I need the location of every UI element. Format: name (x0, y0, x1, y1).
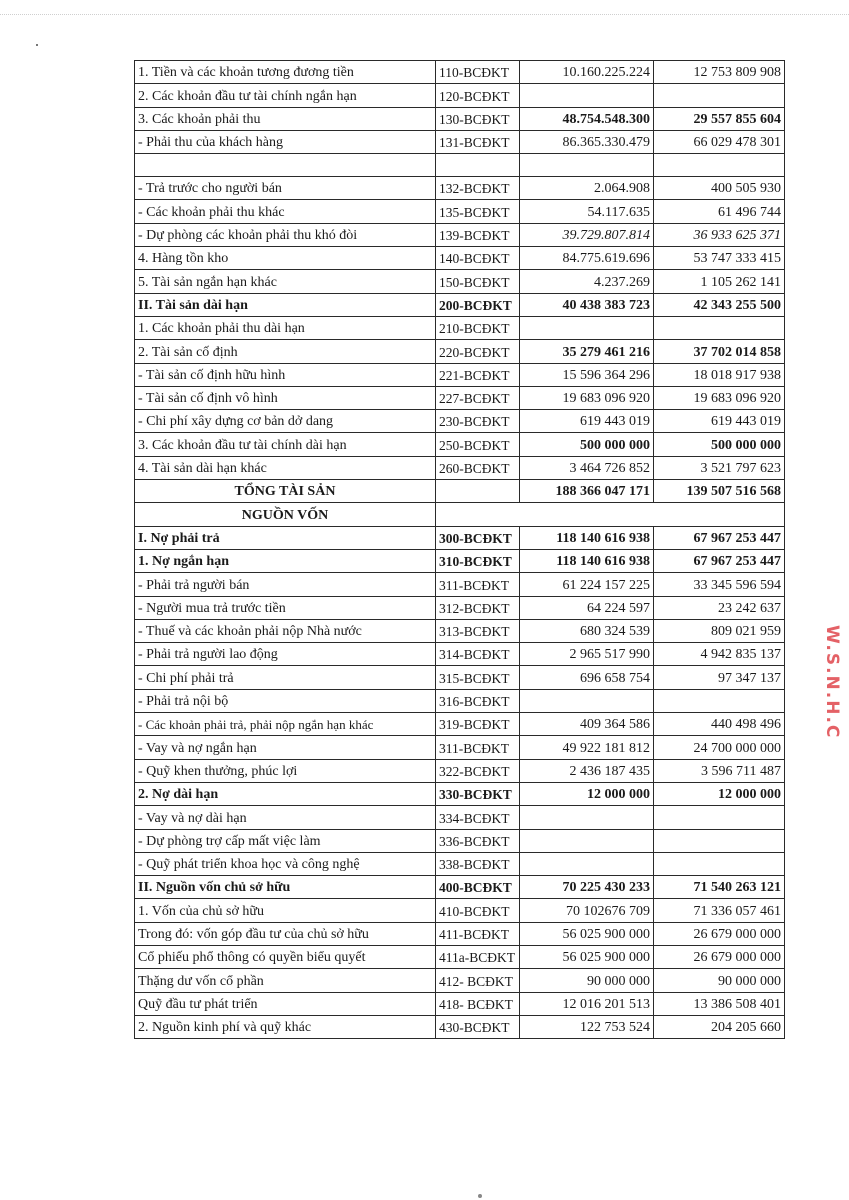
value-previous: 26 679 000 000 (654, 922, 785, 945)
table-row (135, 969, 785, 992)
value-current: 3 464 726 852 (520, 456, 654, 479)
value-previous: 23 242 637 (654, 596, 785, 619)
table-row (135, 386, 785, 409)
table-row (135, 876, 785, 899)
value-previous (654, 689, 785, 712)
value-previous: 61 496 744 (654, 200, 785, 223)
row-code: 412- BCĐKT (436, 969, 520, 992)
table-row (135, 270, 785, 293)
value-current (520, 689, 654, 712)
row-code: 140-BCĐKT (436, 247, 520, 270)
table-row (135, 829, 785, 852)
row-label: NGUỒN VỐN (135, 503, 436, 526)
row-label: - Tài sản cố định vô hình (135, 386, 436, 409)
value-current: 70 102676 709 (520, 899, 654, 922)
value-current: 86.365.330.479 (520, 130, 654, 153)
row-label: 1. Các khoản phải thu dài hạn (135, 316, 436, 339)
table-row (135, 130, 785, 153)
table-row (135, 503, 785, 526)
row-code: 135-BCĐKT (436, 200, 520, 223)
table-row (135, 736, 785, 759)
value-previous: 36 933 625 371 (654, 223, 785, 246)
value-previous: 37 702 014 858 (654, 340, 785, 363)
value-previous: 139 507 516 568 (654, 480, 785, 503)
row-label: - Chi phí xây dựng cơ bản dở dang (135, 410, 436, 433)
value-current (520, 852, 654, 875)
row-code: 316-BCĐKT (436, 689, 520, 712)
row-code: 132-BCĐKT (436, 177, 520, 200)
value-current: 2.064.908 (520, 177, 654, 200)
row-code: 310-BCĐKT (436, 549, 520, 572)
value-current: 64 224 597 (520, 596, 654, 619)
value-previous: 619 443 019 (654, 410, 785, 433)
row-label: - Quỹ phát triển khoa học và công nghệ (135, 852, 436, 875)
value-previous: 3 596 711 487 (654, 759, 785, 782)
value-previous: 12 000 000 (654, 782, 785, 805)
row-code: 227-BCĐKT (436, 386, 520, 409)
row-code: 410-BCĐKT (436, 899, 520, 922)
row-code: 336-BCĐKT (436, 829, 520, 852)
row-label: - Phải thu của khách hàng (135, 130, 436, 153)
row-label: 2. Nguồn kinh phí và quỹ khác (135, 1015, 436, 1038)
value-previous: 26 679 000 000 (654, 945, 785, 968)
value-current: 49 922 181 812 (520, 736, 654, 759)
row-code: 311-BCĐKT (436, 573, 520, 596)
row-label: 2. Các khoản đầu tư tài chính ngắn hạn (135, 84, 436, 107)
value-previous: 67 967 253 447 (654, 549, 785, 572)
value-current (520, 84, 654, 107)
row-code: 411a-BCĐKT (436, 945, 520, 968)
row-code: 400-BCĐKT (436, 876, 520, 899)
row-label: - Trả trước cho người bán (135, 177, 436, 200)
scan-speck (478, 1194, 482, 1198)
value-current: 2 965 517 990 (520, 643, 654, 666)
table-row (135, 759, 785, 782)
row-label: - Vay và nợ dài hạn (135, 806, 436, 829)
row-code: 260-BCĐKT (436, 456, 520, 479)
row-label: - Quỹ khen thưởng, phúc lợi (135, 759, 436, 782)
table-row (135, 899, 785, 922)
value-previous: 12 753 809 908 (654, 61, 785, 84)
row-label: 5. Tài sản ngắn hạn khác (135, 270, 436, 293)
row-code: 300-BCĐKT (436, 526, 520, 549)
row-label: - Phải trả người lao động (135, 643, 436, 666)
value-previous: 33 345 596 594 (654, 573, 785, 596)
table-row (135, 61, 785, 84)
row-code: 200-BCĐKT (436, 293, 520, 316)
row-code: 315-BCĐKT (436, 666, 520, 689)
row-label: - Các khoản phải thu khác (135, 200, 436, 223)
value-current: 4.237.269 (520, 270, 654, 293)
table-row (135, 363, 785, 386)
row-label: Trong đó: vốn góp đầu tư của chủ sở hữu (135, 922, 436, 945)
value-previous: 3 521 797 623 (654, 456, 785, 479)
row-code: 110-BCĐKT (436, 61, 520, 84)
value-current: 118 140 616 938 (520, 526, 654, 549)
row-label: 2. Nợ dài hạn (135, 782, 436, 805)
value-previous: 71 540 263 121 (654, 876, 785, 899)
row-code: 322-BCĐKT (436, 759, 520, 782)
row-label: 4. Hàng tồn kho (135, 247, 436, 270)
value-current: 2 436 187 435 (520, 759, 654, 782)
value-previous (654, 806, 785, 829)
table-row (135, 596, 785, 619)
value-current: 118 140 616 938 (520, 549, 654, 572)
value-previous (654, 316, 785, 339)
row-code: 334-BCĐKT (436, 806, 520, 829)
value-previous (654, 829, 785, 852)
row-label: 4. Tài sản dài hạn khác (135, 456, 436, 479)
value-current: 56 025 900 000 (520, 922, 654, 945)
table-row (135, 107, 785, 130)
value-previous: 19 683 096 920 (654, 386, 785, 409)
scan-top-edge (0, 0, 849, 15)
row-label: - Các khoản phải trả, phải nộp ngắn hạn khác (135, 713, 436, 736)
row-label: - Người mua trả trước tiền (135, 596, 436, 619)
row-label: - Dự phòng trợ cấp mất việc làm (135, 829, 436, 852)
table-row (135, 992, 785, 1015)
value-current (520, 829, 654, 852)
row-label (135, 154, 436, 177)
red-stamp: W.S.N.H.C (822, 625, 842, 740)
row-label: Cổ phiếu phổ thông có quyền biểu quyết (135, 945, 436, 968)
table-row (135, 526, 785, 549)
value-previous: 53 747 333 415 (654, 247, 785, 270)
table-row (135, 293, 785, 316)
value-current: 122 753 524 (520, 1015, 654, 1038)
row-label: - Vay và nợ ngắn hạn (135, 736, 436, 759)
row-code (436, 503, 520, 526)
row-code: 131-BCĐKT (436, 130, 520, 153)
value-previous (654, 503, 785, 526)
table-row (135, 433, 785, 456)
row-code: 312-BCĐKT (436, 596, 520, 619)
value-previous: 500 000 000 (654, 433, 785, 456)
value-previous: 809 021 959 (654, 619, 785, 642)
row-code: 139-BCĐKT (436, 223, 520, 246)
row-code: 430-BCĐKT (436, 1015, 520, 1038)
balance-sheet-table (134, 60, 785, 1039)
row-label: - Chi phí phải trả (135, 666, 436, 689)
value-previous: 71 336 057 461 (654, 899, 785, 922)
value-previous: 97 347 137 (654, 666, 785, 689)
table-row (135, 177, 785, 200)
value-previous: 440 498 496 (654, 713, 785, 736)
row-code: 311-BCĐKT (436, 736, 520, 759)
value-current: 619 443 019 (520, 410, 654, 433)
value-previous: 204 205 660 (654, 1015, 785, 1038)
value-current: 56 025 900 000 (520, 945, 654, 968)
value-current: 90 000 000 (520, 969, 654, 992)
row-label: TỔNG TÀI SẢN (135, 480, 436, 503)
row-label: II. Nguồn vốn chủ sở hữu (135, 876, 436, 899)
value-previous (654, 84, 785, 107)
row-label: - Tài sản cố định hữu hình (135, 363, 436, 386)
table-row (135, 480, 785, 503)
table-row (135, 84, 785, 107)
value-current: 696 658 754 (520, 666, 654, 689)
row-label: - Thuế và các khoản phải nộp Nhà nước (135, 619, 436, 642)
row-label: II. Tài sản dài hạn (135, 293, 436, 316)
table-row (135, 806, 785, 829)
value-current: 12 000 000 (520, 782, 654, 805)
table-row (135, 945, 785, 968)
table-row (135, 340, 785, 363)
value-current: 19 683 096 920 (520, 386, 654, 409)
row-label: 1. Nợ ngắn hạn (135, 549, 436, 572)
table-row (135, 200, 785, 223)
table-row (135, 782, 785, 805)
row-label: - Phải trả nội bộ (135, 689, 436, 712)
row-code: 150-BCĐKT (436, 270, 520, 293)
row-label: Quỹ đầu tư phát triển (135, 992, 436, 1015)
row-code: 120-BCĐKT (436, 84, 520, 107)
row-code: 330-BCĐKT (436, 782, 520, 805)
value-previous: 13 386 508 401 (654, 992, 785, 1015)
value-current: 10.160.225.224 (520, 61, 654, 84)
scan-speck (36, 44, 38, 46)
table-row (135, 643, 785, 666)
value-previous: 4 942 835 137 (654, 643, 785, 666)
row-code: 230-BCĐKT (436, 410, 520, 433)
table-row (135, 852, 785, 875)
row-code: 338-BCĐKT (436, 852, 520, 875)
table-row (135, 456, 785, 479)
row-label: I. Nợ phải trả (135, 526, 436, 549)
table-row (135, 713, 785, 736)
value-current: 54.117.635 (520, 200, 654, 223)
table-row (135, 619, 785, 642)
table-row (135, 247, 785, 270)
value-current: 40 438 383 723 (520, 293, 654, 316)
table-row (135, 410, 785, 433)
table-row (135, 316, 785, 339)
row-label: 1. Vốn của chủ sở hữu (135, 899, 436, 922)
table-row (135, 549, 785, 572)
table-row (135, 573, 785, 596)
value-current: 15 596 364 296 (520, 363, 654, 386)
balance-sheet (134, 60, 784, 1039)
value-previous: 18 018 917 938 (654, 363, 785, 386)
value-previous: 1 105 262 141 (654, 270, 785, 293)
value-current: 70 225 430 233 (520, 876, 654, 899)
value-current: 39.729.807.814 (520, 223, 654, 246)
value-current (520, 154, 654, 177)
row-code: 220-BCĐKT (436, 340, 520, 363)
row-code: 411-BCĐKT (436, 922, 520, 945)
row-code: 418- BCĐKT (436, 992, 520, 1015)
row-code: 130-BCĐKT (436, 107, 520, 130)
table-row (135, 223, 785, 246)
table-row (135, 689, 785, 712)
value-previous: 42 343 255 500 (654, 293, 785, 316)
row-code: 221-BCĐKT (436, 363, 520, 386)
value-current: 84.775.619.696 (520, 247, 654, 270)
table-row (135, 154, 785, 177)
table-row (135, 666, 785, 689)
value-current: 188 366 047 171 (520, 480, 654, 503)
value-current: 61 224 157 225 (520, 573, 654, 596)
value-previous: 66 029 478 301 (654, 130, 785, 153)
table-row (135, 922, 785, 945)
row-code: 319-BCĐKT (436, 713, 520, 736)
value-current (520, 316, 654, 339)
value-previous: 400 505 930 (654, 177, 785, 200)
row-label: Thặng dư vốn cổ phần (135, 969, 436, 992)
row-code: 313-BCĐKT (436, 619, 520, 642)
row-label: - Dự phòng các khoản phải thu khó đòi (135, 223, 436, 246)
row-code: 314-BCĐKT (436, 643, 520, 666)
value-previous: 90 000 000 (654, 969, 785, 992)
value-previous: 67 967 253 447 (654, 526, 785, 549)
row-label: 2. Tài sản cố định (135, 340, 436, 363)
value-previous (654, 154, 785, 177)
value-current: 48.754.548.300 (520, 107, 654, 130)
row-label: 3. Các khoản phải thu (135, 107, 436, 130)
row-code: 250-BCĐKT (436, 433, 520, 456)
value-current: 409 364 586 (520, 713, 654, 736)
value-current: 35 279 461 216 (520, 340, 654, 363)
row-code: 210-BCĐKT (436, 316, 520, 339)
value-current: 12 016 201 513 (520, 992, 654, 1015)
row-label: - Phải trả người bán (135, 573, 436, 596)
row-code (436, 154, 520, 177)
value-current (520, 503, 654, 526)
value-previous (654, 852, 785, 875)
row-code (436, 480, 520, 503)
value-previous: 29 557 855 604 (654, 107, 785, 130)
value-current: 680 324 539 (520, 619, 654, 642)
table-row (135, 1015, 785, 1038)
value-previous: 24 700 000 000 (654, 736, 785, 759)
value-current: 500 000 000 (520, 433, 654, 456)
row-label: 3. Các khoản đầu tư tài chính dài hạn (135, 433, 436, 456)
row-label: 1. Tiền và các khoản tương đương tiền (135, 61, 436, 84)
value-current (520, 806, 654, 829)
